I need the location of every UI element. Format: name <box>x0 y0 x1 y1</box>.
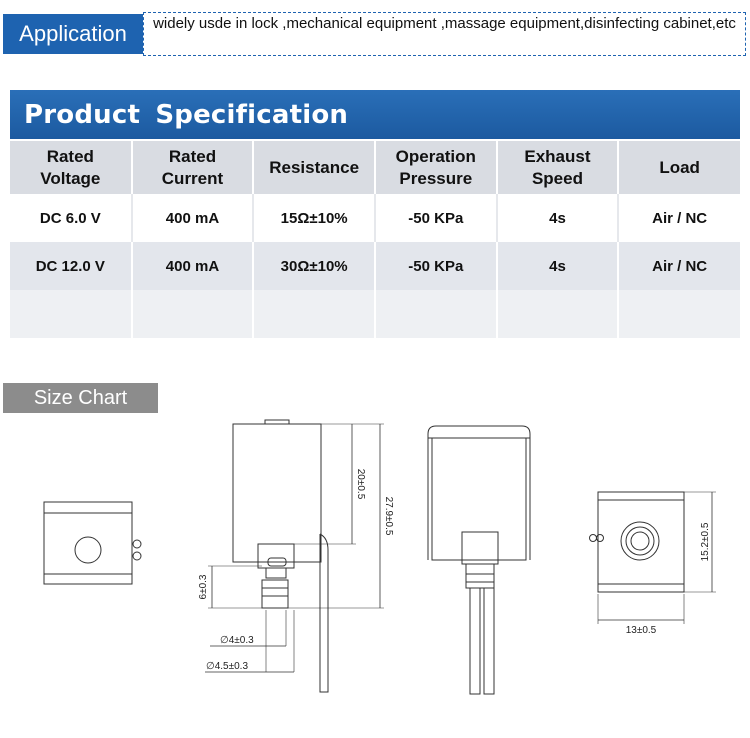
cell-empty <box>10 290 132 338</box>
cell-load: Air / NC <box>618 242 740 290</box>
dim-body-height: 20±0.5 <box>355 468 366 500</box>
dim-inner-diameter: ∅4±0.3 <box>220 635 254 646</box>
cell-resistance: 15Ω±10% <box>253 194 375 242</box>
header-resistance: Resistance <box>253 140 375 194</box>
product-specification <box>10 90 740 338</box>
cell-pressure: -50 KPa <box>375 242 497 290</box>
dim-nozzle-length: 6±0.3 <box>198 574 209 600</box>
table-row <box>10 194 740 242</box>
dim-bottom-height: 15.2±0.5 <box>700 522 711 562</box>
cell-empty <box>618 290 740 338</box>
table-row <box>10 242 740 290</box>
spec-header-row <box>10 140 740 194</box>
header-rated-current: Rated Current <box>132 140 254 194</box>
side-view-drawing <box>205 420 384 692</box>
front-view-drawing <box>428 426 530 694</box>
cell-exhaust: 4s <box>497 242 619 290</box>
header-load: Load <box>618 140 740 194</box>
cell-empty <box>253 290 375 338</box>
header-exhaust-speed: Exhaust Speed <box>497 140 619 194</box>
cell-empty <box>497 290 619 338</box>
dim-width: 13±0.5 <box>625 625 657 636</box>
spec-table <box>10 139 740 338</box>
header-operation-pressure: Operation Pressure <box>375 140 497 194</box>
size-chart-drawing <box>0 410 750 730</box>
cell-resistance: 30Ω±10% <box>253 242 375 290</box>
size-chart-label: Size Chart <box>3 383 158 413</box>
cell-empty <box>132 290 254 338</box>
cell-current: 400 mA <box>132 194 254 242</box>
top-view-drawing <box>44 502 141 584</box>
bottom-view-drawing <box>590 492 717 624</box>
cell-voltage: DC 12.0 V <box>10 242 132 290</box>
header-rated-voltage: Rated Voltage <box>10 140 132 194</box>
application-text: widely usde in lock ,mechanical equipment ,massage equipment,disinfecting cabinet,etc <box>143 12 746 56</box>
cell-load: Air / NC <box>618 194 740 242</box>
spec-title: Product Specification <box>10 90 740 139</box>
dim-total-height: 27.9±0.5 <box>383 496 394 536</box>
cell-empty <box>375 290 497 338</box>
dim-outer-diameter: ∅4.5±0.3 <box>206 661 249 672</box>
cell-current: 400 mA <box>132 242 254 290</box>
cell-pressure: -50 KPa <box>375 194 497 242</box>
application-label: Application <box>3 14 143 54</box>
cell-voltage: DC 6.0 V <box>10 194 132 242</box>
cell-exhaust: 4s <box>497 194 619 242</box>
table-row <box>10 290 740 338</box>
application-section <box>0 8 750 58</box>
